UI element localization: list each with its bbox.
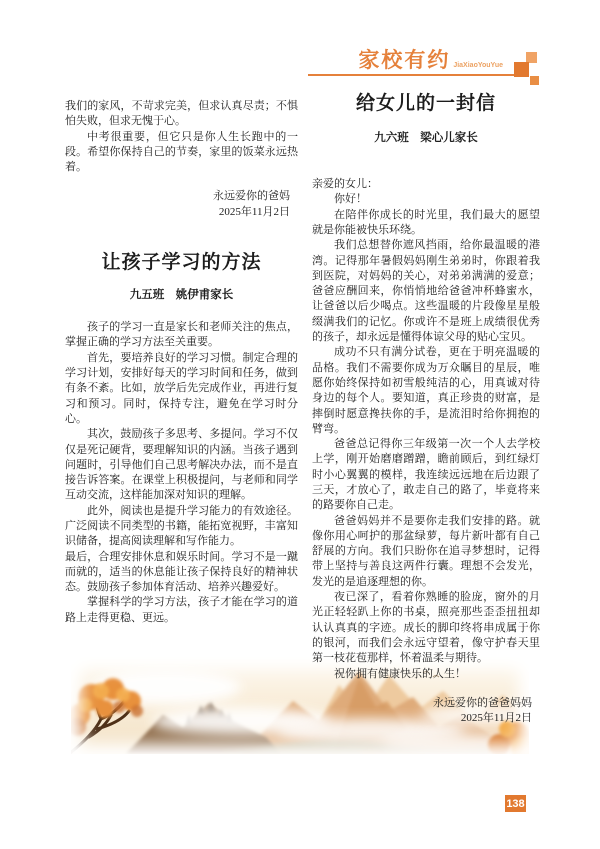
letter-date: 2025年11月2日 bbox=[218, 205, 290, 218]
brand-pinyin: JiaXiaoYouYue bbox=[453, 61, 503, 69]
letter-paragraph: 祝你拥有健康快乐的人生！ bbox=[334, 667, 466, 680]
brand-title: 家校有约 bbox=[358, 49, 451, 72]
article-title-right: 给女儿的一封信 bbox=[355, 93, 496, 114]
letter-paragraph: 中考很重要，但它只是你人生长跑中的一段。希望你保持自己的节奏，家里的饭菜永远热着。 bbox=[65, 130, 298, 174]
letter-signature: 永远爱你的爸爸妈妈 bbox=[433, 696, 532, 709]
pixel-blocks-icon bbox=[507, 50, 541, 88]
article-byline-right: 九六班 梁心儿家长 bbox=[374, 131, 478, 144]
letter-paragraph: 我们总想替你遮风挡雨，给你最温暖的港湾。记得那年暑假妈妈刚生弟弟时，你跟着我到医院，对妈妈的关心，对弟弟满满的爱意；爸爸应酬回来，你悄悄地给爸爸冲杯蜂蜜水，让爸爸以后少喝点。这些温暖的片段像星星般缀满我们的记忆。你或许不是班上成绩很优秀的孩子，却永远是懂得体谅父母的贴心宝贝。 bbox=[312, 239, 540, 344]
letter-paragraph: 我们的家风，不苛求完美，但求认真尽责；不惧怕失败，但求无愧于心。 bbox=[65, 100, 298, 128]
letter-date: 2025年11月2日 bbox=[460, 712, 532, 725]
article-paragraph: 掌握科学的学习方法，孩子才能在学习的道路上走得更稳、更远。 bbox=[65, 596, 298, 624]
article-paragraph: 首先，要培养良好的学习习惯。制定合理的学习计划，安排好每天的学习时间和任务，做到有条不紊。比如，放学后先完成作业，再进行复习和预习。同时，保持专注，避免在学习时分心。 bbox=[65, 351, 298, 425]
header-divider bbox=[308, 74, 524, 76]
letter-paragraph: 成功不只有满分试卷，更在于明亮温暖的品格。我们不需要你成为万众瞩目的星辰，唯愿你始终保持如初雪般纯洁的心，用真诚对待身边的每个人。要知道，真正珍贵的财富，是摔倒时愿意搀扶你的手，是流泪时给你拥抱的臂弯。 bbox=[312, 346, 540, 435]
letter-paragraph: 你好！ bbox=[334, 193, 367, 206]
letter-paragraph: 在陪伴你成长的时光里，我们最大的愿望就是你能被快乐环绕。 bbox=[312, 208, 540, 236]
article-paragraph: 孩子的学习一直是家长和老师关注的焦点，掌握正确的学习方法至关重要。 bbox=[65, 321, 298, 349]
letter-paragraph: 夜已深了，看着你熟睡的脸庞，窗外的月光正轻轻趴上你的书桌，照亮那些歪歪扭扭却认认真真的字迹。成长的脚印终将串成属于你的银河，而我们会永远守望着，像守护春天里第一枝花苞那样，怀着温柔与期待。 bbox=[312, 591, 540, 665]
left-column bbox=[65, 99, 298, 626]
letter-paragraph: 爸爸妈妈并不是要你走我们安排的路。就像你用心呵护的那盆绿萝，每片新叶都有自己舒展的方向。我们只盼你在追寻梦想时，记得带上坚持与善良这两件行囊。理想不会发光，发光的是追逐理想的你。 bbox=[312, 514, 540, 588]
article-title-left: 让孩子学习的方法 bbox=[101, 252, 262, 274]
letter-paragraph: 爸爸总记得你三年级第一次一个人去学校上学，刚开始磨磨蹭蹭，瞻前顾后，到红绿灯时小心翼翼的模样，我连续远远地在后边跟了三天，才放心了，敢走自己的路了，毕竟将来的路要你自己走。 bbox=[312, 438, 540, 512]
letter-salutation: 亲爱的女儿： bbox=[312, 178, 378, 191]
article-paragraph: 最后，合理安排休息和娱乐时间。学习不是一蹴而就的，适当的休息能让孩子保持良好的精神状态。鼓励孩子参加体育活动、培养兴趣爱好。 bbox=[65, 550, 298, 594]
section-header bbox=[308, 50, 543, 94]
letter-signature: 永远爱你的爸妈 bbox=[213, 190, 290, 203]
article-byline-left: 九五班 姚伊甫家长 bbox=[129, 288, 234, 301]
right-column bbox=[312, 92, 540, 726]
article-paragraph: 此外，阅读也是提升学习能力的有效途径。广泛阅读不同类型的书籍，能拓宽视野，丰富知识储备，提高阅读理解和写作能力。 bbox=[65, 504, 298, 548]
article-paragraph: 其次，鼓励孩子多思考、多提问。学习不仅仅是死记硬背，要理解知识的内涵。当孩子遇到问题时，引导他们自己思考解决办法，而不是直接告诉答案。在课堂上积极提问，与老师和同学互动交流，这样能加深对知识的理解。 bbox=[65, 428, 298, 502]
page-number-badge: 138 bbox=[505, 795, 526, 812]
